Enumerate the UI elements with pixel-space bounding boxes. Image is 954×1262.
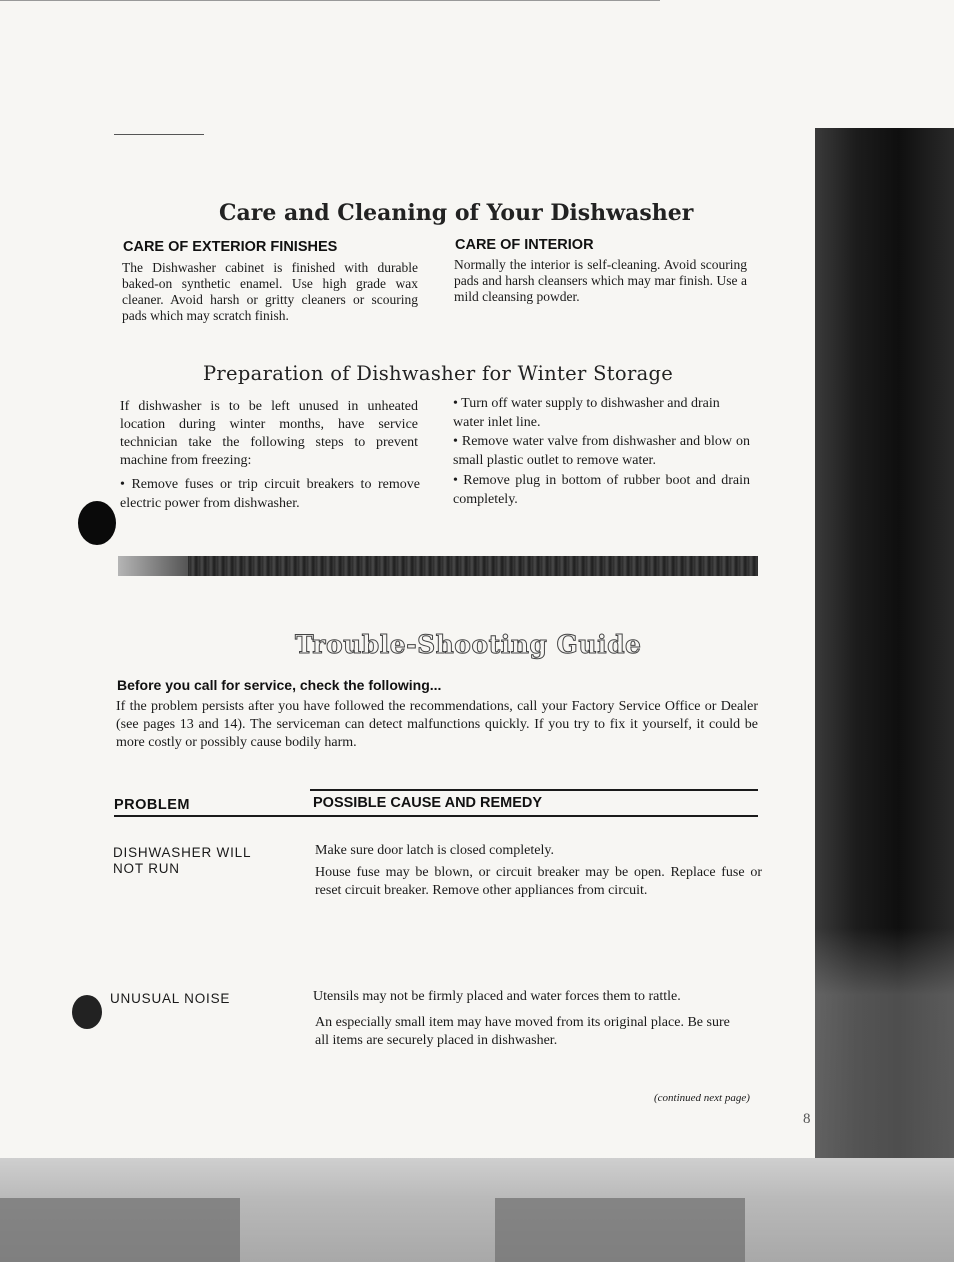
section-divider-band [118, 556, 758, 576]
winter-bullet-4: • Remove plug in bottom of rubber boot and drain completely. [453, 473, 750, 507]
remedy-noise-2: An especially small item may have moved from its original place. Be sure all items are securely placed in dishwasher. [315, 1015, 730, 1048]
troubleshooting-intro: If the problem persists after you have followed the recommendations, call your Factory Service Office or Dealer (see pages 13 and 14). The serviceman can detect malfunctions quickly. If you try to fix it yourself, it could be more costly or possibly cause bodily harm. [116, 699, 758, 750]
winter-intro: If dishwasher is to be left unused in unheated location during winter months, have service technician take the following steps to prevent machine from freezing: [120, 399, 418, 468]
winter-title: Preparation of Dishwasher for Winter Storage [203, 362, 674, 385]
exterior-text: The Dishwasher cabinet is finished with durable baked-on synthetic enamel. Use high grade wax cleaner. Avoid harsh or gritty cleaners or scouring pads which may scratch finish. [122, 260, 418, 323]
table-top-rule [310, 789, 758, 791]
troubleshooting-subheading: Before you call for service, check the following... [117, 677, 442, 693]
table-header-rule [114, 815, 758, 817]
binder-hole-mark-2 [72, 995, 102, 1029]
top-edge-rule [0, 0, 660, 1]
remedy-not-run-2: House fuse may be blown, or circuit breaker may be open. Replace fuse or reset circuit breaker. Remove other appliances from circuit. [315, 865, 762, 898]
winter-bullet-1: • Remove fuses or trip circuit breakers to remove electric power from dishwasher. [120, 477, 420, 511]
scan-shadow-bottom [0, 1158, 954, 1262]
short-rule [114, 134, 204, 135]
interior-heading: CARE OF INTERIOR [455, 237, 594, 253]
winter-bullet-3: • Remove water valve from dishwasher and blow on small plastic outlet to remove water. [453, 434, 750, 468]
col-header-remedy: POSSIBLE CAUSE AND REMEDY [313, 795, 543, 811]
interior-text: Normally the interior is self-cleaning. Avoid scouring pads and harsh cleansers which may mar finish. Use a mild cleansing powder. [454, 257, 747, 304]
page-number: 8 [803, 1111, 811, 1127]
problem-not-run: DISHWASHER WILL NOT RUN [113, 845, 251, 876]
troubleshooting-title: Trouble-Shooting Guide [295, 630, 642, 659]
binder-hole-mark-1 [78, 501, 116, 545]
care-title: Care and Cleaning of Your Dishwasher [219, 200, 694, 226]
remedy-noise-1: Utensils may not be firmly placed and water forces them to rattle. [313, 989, 681, 1004]
scan-shadow-right [815, 128, 954, 1262]
remedy-not-run-1: Make sure door latch is closed completely. [315, 843, 554, 858]
continued-note: (continued next page) [654, 1092, 750, 1104]
winter-bullet-2: • Turn off water supply to dishwasher and drain water inlet line. [453, 396, 720, 430]
problem-unusual-noise: UNUSUAL NOISE [110, 991, 231, 1006]
exterior-heading: CARE OF EXTERIOR FINISHES [123, 239, 338, 255]
col-header-problem: PROBLEM [114, 797, 190, 813]
